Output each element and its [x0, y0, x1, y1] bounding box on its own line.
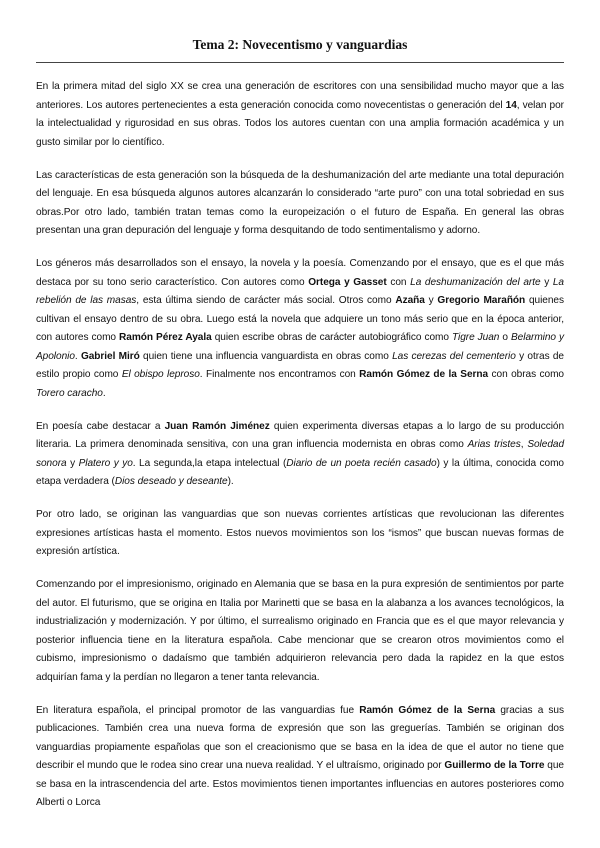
paragraph-7	[36, 702, 564, 813]
paragraph-1	[36, 78, 564, 152]
bold-text: Ramón Gómez de la Serna	[359, 704, 496, 716]
bold-text: Guillermo de la Torre	[444, 760, 545, 771]
bold-text: Ramón Pérez Ayala	[119, 332, 212, 343]
paragraph-text: En poesía cabe destacar a	[36, 420, 165, 432]
paragraph-text: y otras de estilo propio como	[36, 350, 564, 380]
paragraph-text: .	[102, 387, 106, 399]
italic-text: Dios deseado y deseante	[114, 476, 228, 487]
italic-text: Tigre Juan	[451, 332, 500, 343]
bold-text: Gabriel Miró	[80, 350, 140, 362]
paragraph-text: , esta última siendo de carácter más social. Otros como	[136, 295, 396, 306]
paragraph-2	[36, 167, 564, 241]
paragraph-text: En la primera mitad del siglo XX se crea una generación de escritores con una sensibilidad mucho mayor que a las anteriores. Los autores pertenecientes a esta generación conocida como novecentistas o generación del	[36, 81, 564, 111]
italic-text: Diario de un poeta recién casado	[286, 457, 437, 469]
bold-text: 14	[505, 99, 517, 111]
bold-text: Juan Ramón Jiménez	[164, 420, 270, 432]
bold-text: Gregorio Marañón	[437, 295, 526, 306]
italic-text: El obispo leproso	[121, 369, 200, 380]
paragraph-text: Comenzando por el impresionismo, originado en Alemania que se basa en la pura expresión de sentimientos por parte del autor. El futurismo, que se origina en Italia por Marinetti que se basa en la alabanza a los avances tecnológicos, la industrialización y modernización. Y por último, el surrealismo originado en Francia que es el que mayor relevancia y posterior influencia tiene en la literatura española. Cabe mencionar que se crearon otros movimientos como el cubismo, impresionismo o dadaísmo que también adquirieron relevancia pero dada la rapidez en la que estos adquirían fama y la perdían no llegaron a tener tanta relevancia.	[36, 579, 564, 683]
paragraph-5	[36, 506, 564, 562]
italic-text: Belarmino y Apolonio	[36, 332, 565, 362]
paragraph-text: quien escribe obras de carácter autobiográfico como	[211, 332, 452, 343]
paragraph-text: ,	[520, 439, 528, 450]
paragraph-text: Los géneros más desarrollados son el ensayo, la novela y la poesía. Comenzando por el ensayo, que es el que más destaca por su tono serio característico. Con autores como	[36, 258, 564, 288]
paragraph-text: que se basa en la intrascendencia del arte. Estos movimientos tienen importantes influencias en autores posteriores como Alberti o Lorca	[36, 760, 564, 808]
italic-text: Arias tristes	[467, 439, 521, 450]
paragraph-text: y	[424, 295, 438, 306]
paragraph-text: con obras como	[488, 369, 564, 380]
italic-text: La rebelión de las masas	[36, 276, 564, 306]
paragraph-6	[36, 576, 564, 687]
bold-text: Ramón Gómez de la Serna	[359, 369, 489, 380]
italic-text: Platero y yo	[78, 457, 133, 469]
paragraph-text: quienes cultivan el ensayo dentro de su obra. Luego está la novela que adquiere un tono más serio que en la época anterior, con autores como	[36, 295, 564, 343]
paragraph-text: Por otro lado, se originan las vanguardias que son nuevas corrientes artísticas que revolucionan las diferentes expresiones artísticas hasta el momento. Estos nuevos movimientos son los “ismos” que buscan nuevas formas de expresión artística.	[36, 509, 564, 557]
paragraph-text: o	[499, 332, 511, 343]
page-title: Tema 2: Novecentismo y vanguardias	[192, 37, 408, 52]
paragraph-text: ) y la última, conocida como etapa verdadera (	[36, 457, 564, 487]
title-divider	[36, 62, 564, 63]
paragraph-4	[36, 418, 564, 492]
paragraph-text: . Finalmente nos encontramos con	[199, 369, 360, 380]
paragraph-text: y	[540, 276, 553, 288]
paragraph-text: ).	[227, 476, 234, 487]
paragraph-text: . La segunda,la etapa intelectual (	[132, 457, 287, 469]
paragraph-text: Las características de esta generación son la búsqueda de la deshumanización del arte mediante una total depuración del lenguaje. En esa búsqueda algunos autores alcanzarán lo considerado “arte puro” con una total sobriedad en sus obras.Por otro lado, también tratan temas como la europeización o el futuro de España. En general las obras presentan una gran depuración del lenguaje y forma desquitando de todo sentimentalismo y adorno.	[36, 169, 564, 236]
paragraph-text: En literatura española, el principal promotor de las vanguardias fue	[36, 704, 360, 716]
italic-text: Soledad sonora	[36, 439, 565, 469]
document-body	[36, 78, 564, 827]
bold-text: Ortega y Gasset	[308, 276, 387, 288]
paragraph-text: quien tiene una influencia vanguardista en obras como	[139, 350, 393, 362]
paragraph-3	[36, 255, 564, 403]
italic-text: Las cerezas del cementerio	[392, 350, 516, 362]
paragraph-text: gracias a sus publicaciones. También crea una nueva forma de expresión que son las greguerías. También se originan dos vanguardias propiamente españolas que son el creacionismo que se basa en la idea de que el autor no tiene que describir el mundo que le rodea sino crear una nueva realidad. Y el ultraísmo, originado por	[36, 704, 564, 771]
paragraph-text: , velan por la intelectualidad y rigurosidad en sus obras. Todos los autores cuentan con una amplia formación académica y un gusto similar por lo científico.	[36, 99, 564, 148]
paragraph-text: .	[74, 350, 81, 362]
bold-text: Azaña	[395, 295, 425, 306]
italic-text: Torero caracho	[36, 387, 103, 399]
paragraph-text: y	[66, 457, 79, 469]
italic-text: La deshumanización del arte	[410, 276, 541, 288]
paragraph-text: quien experimenta diversas etapas a lo largo de su producción literaria. La primera denominada sensitiva, con una gran influencia modernista en obras como	[36, 420, 565, 450]
paragraph-text: con	[386, 276, 411, 288]
